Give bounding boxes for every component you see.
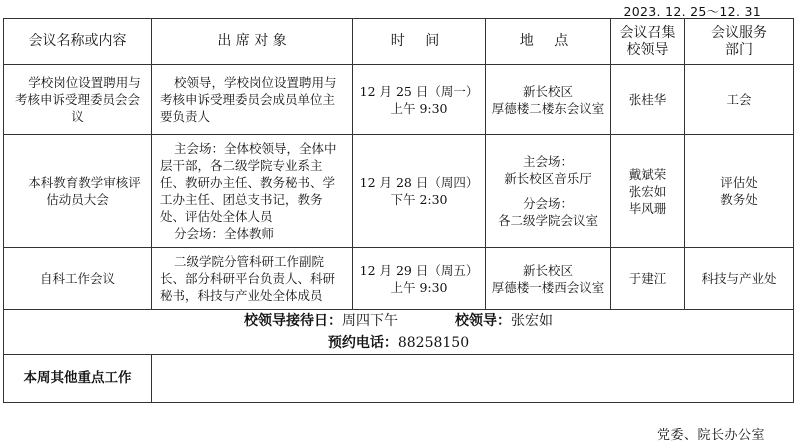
dept-name: 科技与产业处: [701, 271, 777, 286]
table-row: [4, 135, 794, 248]
table-row: [4, 65, 794, 135]
header-service-line1: 会议服务: [711, 24, 767, 41]
date-range: 2023. 12. 25～12. 31: [623, 4, 761, 19]
meeting-attendees: [152, 65, 353, 135]
time-period: 上午 9:30: [390, 100, 448, 116]
meeting-service-dept: [685, 135, 794, 248]
attendees-text: 主会场：全体校领导，全体中层干部，各二级学院专业系主任、教研办主任、教务秘书、学工办主任、团总支书记，教务处、评估处全体人员: [160, 141, 337, 224]
time-date: 12 月 29 日（周五）: [359, 262, 479, 278]
other-work-content: [152, 355, 794, 403]
meeting-leader: [611, 135, 685, 248]
reception-day: 周四下午: [342, 313, 399, 329]
meeting-location: [486, 248, 611, 310]
location-line: 新长校区: [522, 262, 573, 278]
meeting-name: [4, 135, 152, 248]
attendees-text: 二级学院分管科研工作副院长、部分科研平台负责人、科研秘书，科技与产业处全体成员: [160, 254, 336, 303]
header-service: [685, 19, 794, 65]
header-convener-line1: 会议召集: [619, 24, 676, 41]
meeting-name-text: 学校岗位设置聘用与考核申诉受理委员会会议: [14, 75, 141, 124]
reception-leader-label: 校领导：: [454, 313, 511, 329]
meeting-service-dept: [685, 65, 794, 135]
header-row: [4, 19, 794, 65]
meeting-name-text: 自科工作会议: [39, 271, 115, 286]
header-time: 时 间: [353, 19, 486, 65]
reception-cell: [4, 310, 794, 355]
reception-row: [4, 310, 794, 355]
location-line: 各二级学院会议室: [497, 213, 598, 228]
header-service-line2: 部门: [725, 41, 753, 58]
meeting-schedule-table: [3, 18, 794, 403]
time-period: 上午 9:30: [390, 279, 448, 295]
leader-name: 张宏如: [628, 183, 667, 199]
location-line: 新长校区: [522, 83, 573, 99]
meeting-attendees: [152, 135, 353, 248]
header-convener: [611, 19, 685, 65]
attendees-text: 校领导，学校岗位设置聘用与考核申诉受理委员会成员单位主要负责人: [160, 75, 337, 124]
meeting-service-dept: [685, 248, 794, 310]
phone-line: [4, 332, 793, 354]
table-row: [4, 248, 794, 310]
meeting-leader: [611, 65, 685, 135]
meeting-location: [486, 65, 611, 135]
location-line: 分会场：: [522, 196, 573, 211]
meeting-leader: [611, 248, 685, 310]
location-spacer: [486, 187, 610, 195]
meeting-name-text: 本科教育教学审核评估动员大会: [28, 175, 141, 207]
dept-name: 评估处: [720, 175, 758, 190]
time-date: 12 月 25 日（周一）: [359, 83, 479, 99]
location-line: 新长校区音乐厅: [504, 171, 592, 186]
issuer: 党委、院长办公室: [656, 428, 765, 443]
leader-name: 戴斌荣: [628, 166, 667, 182]
dept-name: 工会: [726, 92, 752, 107]
header-name: 会议名称或内容: [4, 19, 152, 65]
dept-name: 教务处: [720, 192, 758, 207]
reception-leader: 张宏如: [510, 313, 553, 329]
phone-label: 预约电话：: [327, 335, 398, 351]
meeting-attendees: [152, 248, 353, 310]
header-attendees: 出 席 对 象: [152, 19, 353, 65]
time-date: 12 月 28 日（周四）: [359, 175, 479, 190]
leader-name: 张桂华: [628, 92, 667, 107]
leader-name: 毕风珊: [628, 200, 667, 216]
other-work-label: 本周其他重点工作: [4, 355, 152, 403]
reception-line: [4, 310, 793, 332]
leader-name: 于建江: [628, 271, 667, 286]
location-line: 厚德楼二楼东会议室: [491, 100, 605, 116]
phone-number: 88258150: [397, 335, 470, 351]
location-line: 主会场：: [522, 154, 573, 169]
other-work-row: [4, 355, 794, 403]
meeting-time: [353, 135, 486, 248]
meeting-time: [353, 65, 486, 135]
meeting-name: [4, 248, 152, 310]
header-location: 地 点: [486, 19, 611, 65]
reception-label: 校领导接待日：: [244, 313, 343, 329]
meeting-time: [353, 248, 486, 310]
meeting-name: [4, 65, 152, 135]
meeting-location: [486, 135, 611, 248]
header-convener-line2: 校领导: [626, 41, 669, 58]
location-line: 厚德楼一楼西会议室: [491, 279, 605, 295]
attendees-text: 分会场：全体教师: [174, 226, 275, 241]
time-period: 下午 2:30: [390, 192, 448, 207]
